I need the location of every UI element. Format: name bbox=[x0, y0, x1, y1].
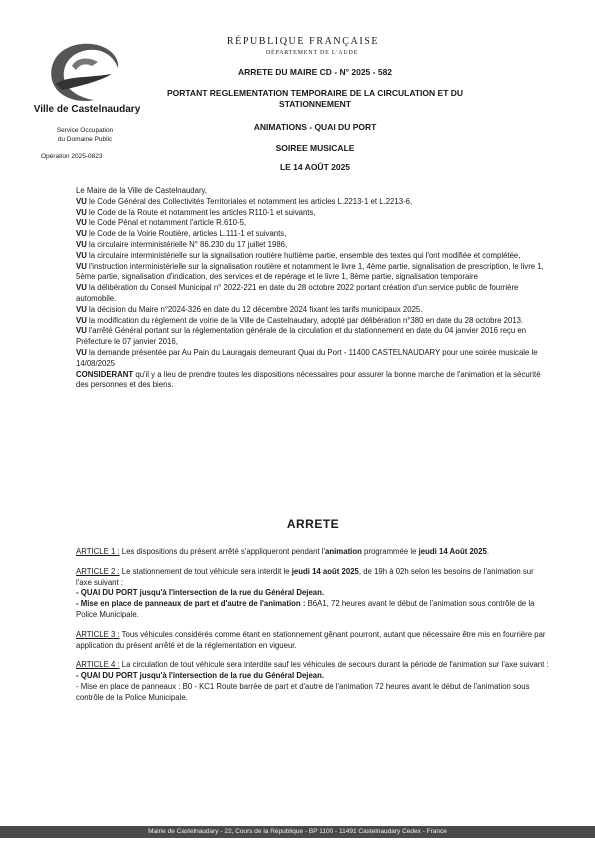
vu-item: VU l'arrêté Général portant sur la réglementation générale de la circulation et du stationnement en date du 04 janvier 2016 reçu en Préfecture le 07 janvier 2016, bbox=[76, 326, 527, 347]
decree-number: ARRETE DU MAIRE CD - N° 2025 - 582 bbox=[237, 67, 393, 77]
vu-item: VU la demande présentée par Au Pain du Lauragais demeurant Quai du Port - 11400 CASTELNAUDARY pour une soirée musicale le 14/08/2025 bbox=[76, 347, 538, 368]
event-date: LE 14 AOÛT 2025 bbox=[279, 162, 351, 172]
preamble-intro: Le Maire de la Ville de Castelnaudary, bbox=[76, 186, 208, 195]
city-logo bbox=[42, 38, 132, 108]
department-heading: DÉPARTEMENT DE L'AUDE bbox=[265, 50, 359, 56]
vu-item: VU la décision du Maire n°2024-326 en date du 12 décembre 2024 fixant les tarifs municipaux 2025. bbox=[76, 304, 423, 314]
article-1: ARTICLE 1 : Les dispositions du présent arrêté s'appliqueront pendant l'animation programmée le jeudi 14 Août 2025. bbox=[76, 547, 489, 556]
page-footer: Mairie de Castelnaudary - 22, Cours de la République - BP 1100 - 11491 Castelnaudary Cedex - France bbox=[0, 826, 595, 838]
service-name bbox=[30, 127, 140, 144]
vu-item: VU le Code Pénal et notamment l'article R.610-5, bbox=[76, 218, 247, 228]
article-4: ARTICLE 4 : La circulation de tout véhicule sera interdite sauf les véhicules de secours durant la période de l'animation sur l'axe suivant : bbox=[76, 660, 549, 670]
article-4-item-1: - QUAI DU PORT jusqu'à l'intersection de la rue du Général Dejean. bbox=[76, 671, 325, 681]
article-2: ARTICLE 2 : Le stationnement de tout véhicule sera interdit le jeudi 14 août 2025, de 19h à 02h selon les besoins de l'animation sur l'axe suivant : bbox=[76, 566, 534, 587]
vu-item: VU la circulaire interministérielle sur la signalisation routière huitième partie, ensemble des textes qui l'ont modifiée et complétée, bbox=[76, 250, 521, 260]
vu-item: VU la modification du règlement de voirie de la Ville de Castelnaudary, adopté par délibération n°380 en date du 28 octobre 2013. bbox=[76, 315, 524, 325]
vu-item: VU l'instruction interministérielle sur la signalisation routière et notamment le livre 1, 4ème partie, signalisation de prescription, le livre 1, 5ème partie, signalisation d'indication, des services et de repérage et le livre 1, 8ème partie, signalisation temporaire bbox=[76, 261, 544, 282]
articles bbox=[76, 547, 550, 704]
decree-subject-line-2: STATIONNEMENT bbox=[279, 99, 351, 109]
vu-item: VU la délibération du Conseil Municipal n° 2022-221 en date du 28 octobre 2022 portant création d'un service public de fourrière automobile. bbox=[76, 283, 519, 303]
article-2-item-1: - QUAI DU PORT jusqu'à l'intersection de la rue du Général Dejean. bbox=[76, 588, 325, 598]
vu-item: VU la circulaire interministérielle N° 86.230 du 17 juillet 1986, bbox=[76, 239, 288, 249]
vu-item: VU le Code de la Voirie Routière, articles L.111-1 et suivants, bbox=[76, 229, 287, 239]
article-3: ARTICLE 3 : Tous véhicules considérés comme étant en stationnement gênant pourront, autant que nécessaire être mis en fourrière par application du présent arrêté et de la réglementation en vigueur. bbox=[76, 629, 546, 650]
service-line-2: du Domaine Public bbox=[57, 135, 113, 143]
city-logo-graphic bbox=[42, 38, 132, 108]
arrete-heading: ARRETE bbox=[286, 517, 340, 531]
republic-heading: RÉPUBLIQUE FRANÇAISE bbox=[226, 36, 380, 47]
article-4-item-2: - Mise en place de panneaux : B0 - KC1 Route barrée de part et d'autre de l'animation 72 heures avant le début de l'animation sous contrôle de la Police Municipale. bbox=[76, 681, 530, 702]
service-line-1: Service Occupation bbox=[56, 127, 114, 134]
preamble bbox=[76, 186, 550, 391]
decree-subject bbox=[150, 88, 480, 110]
vu-item: VU le Code Général des Collectivités Territoriales et notamment les articles L.2213-1 et L.2213-6, bbox=[76, 196, 413, 206]
decree-subject-line-1: PORTANT REGLEMENTATION TEMPORAIRE DE LA CIRCULATION ET DU bbox=[166, 88, 464, 98]
city-name: Ville de Castelnaudary bbox=[33, 104, 141, 115]
event-subtitle: SOIREE MUSICALE bbox=[275, 143, 355, 153]
operation-number: Opération 2025-0823 bbox=[41, 153, 103, 160]
event-title: ANIMATIONS - QUAI DU PORT bbox=[253, 122, 377, 132]
vu-item: VU le Code de la Route et notamment les articles R110-1 et suivants, bbox=[76, 207, 316, 217]
considerant: CONSIDERANT qu'il y a lieu de prendre toutes les dispositions nécessaires pour assurer la bonne marche de l'animation et la sécurité des personnes et des biens. bbox=[76, 369, 541, 390]
article-2-item-2: - Mise en place de panneaux de part et d'autre de l'animation : B6A1, 72 heures avant le début de l'animation sous contrôle de la Police Municipale. bbox=[76, 599, 535, 619]
